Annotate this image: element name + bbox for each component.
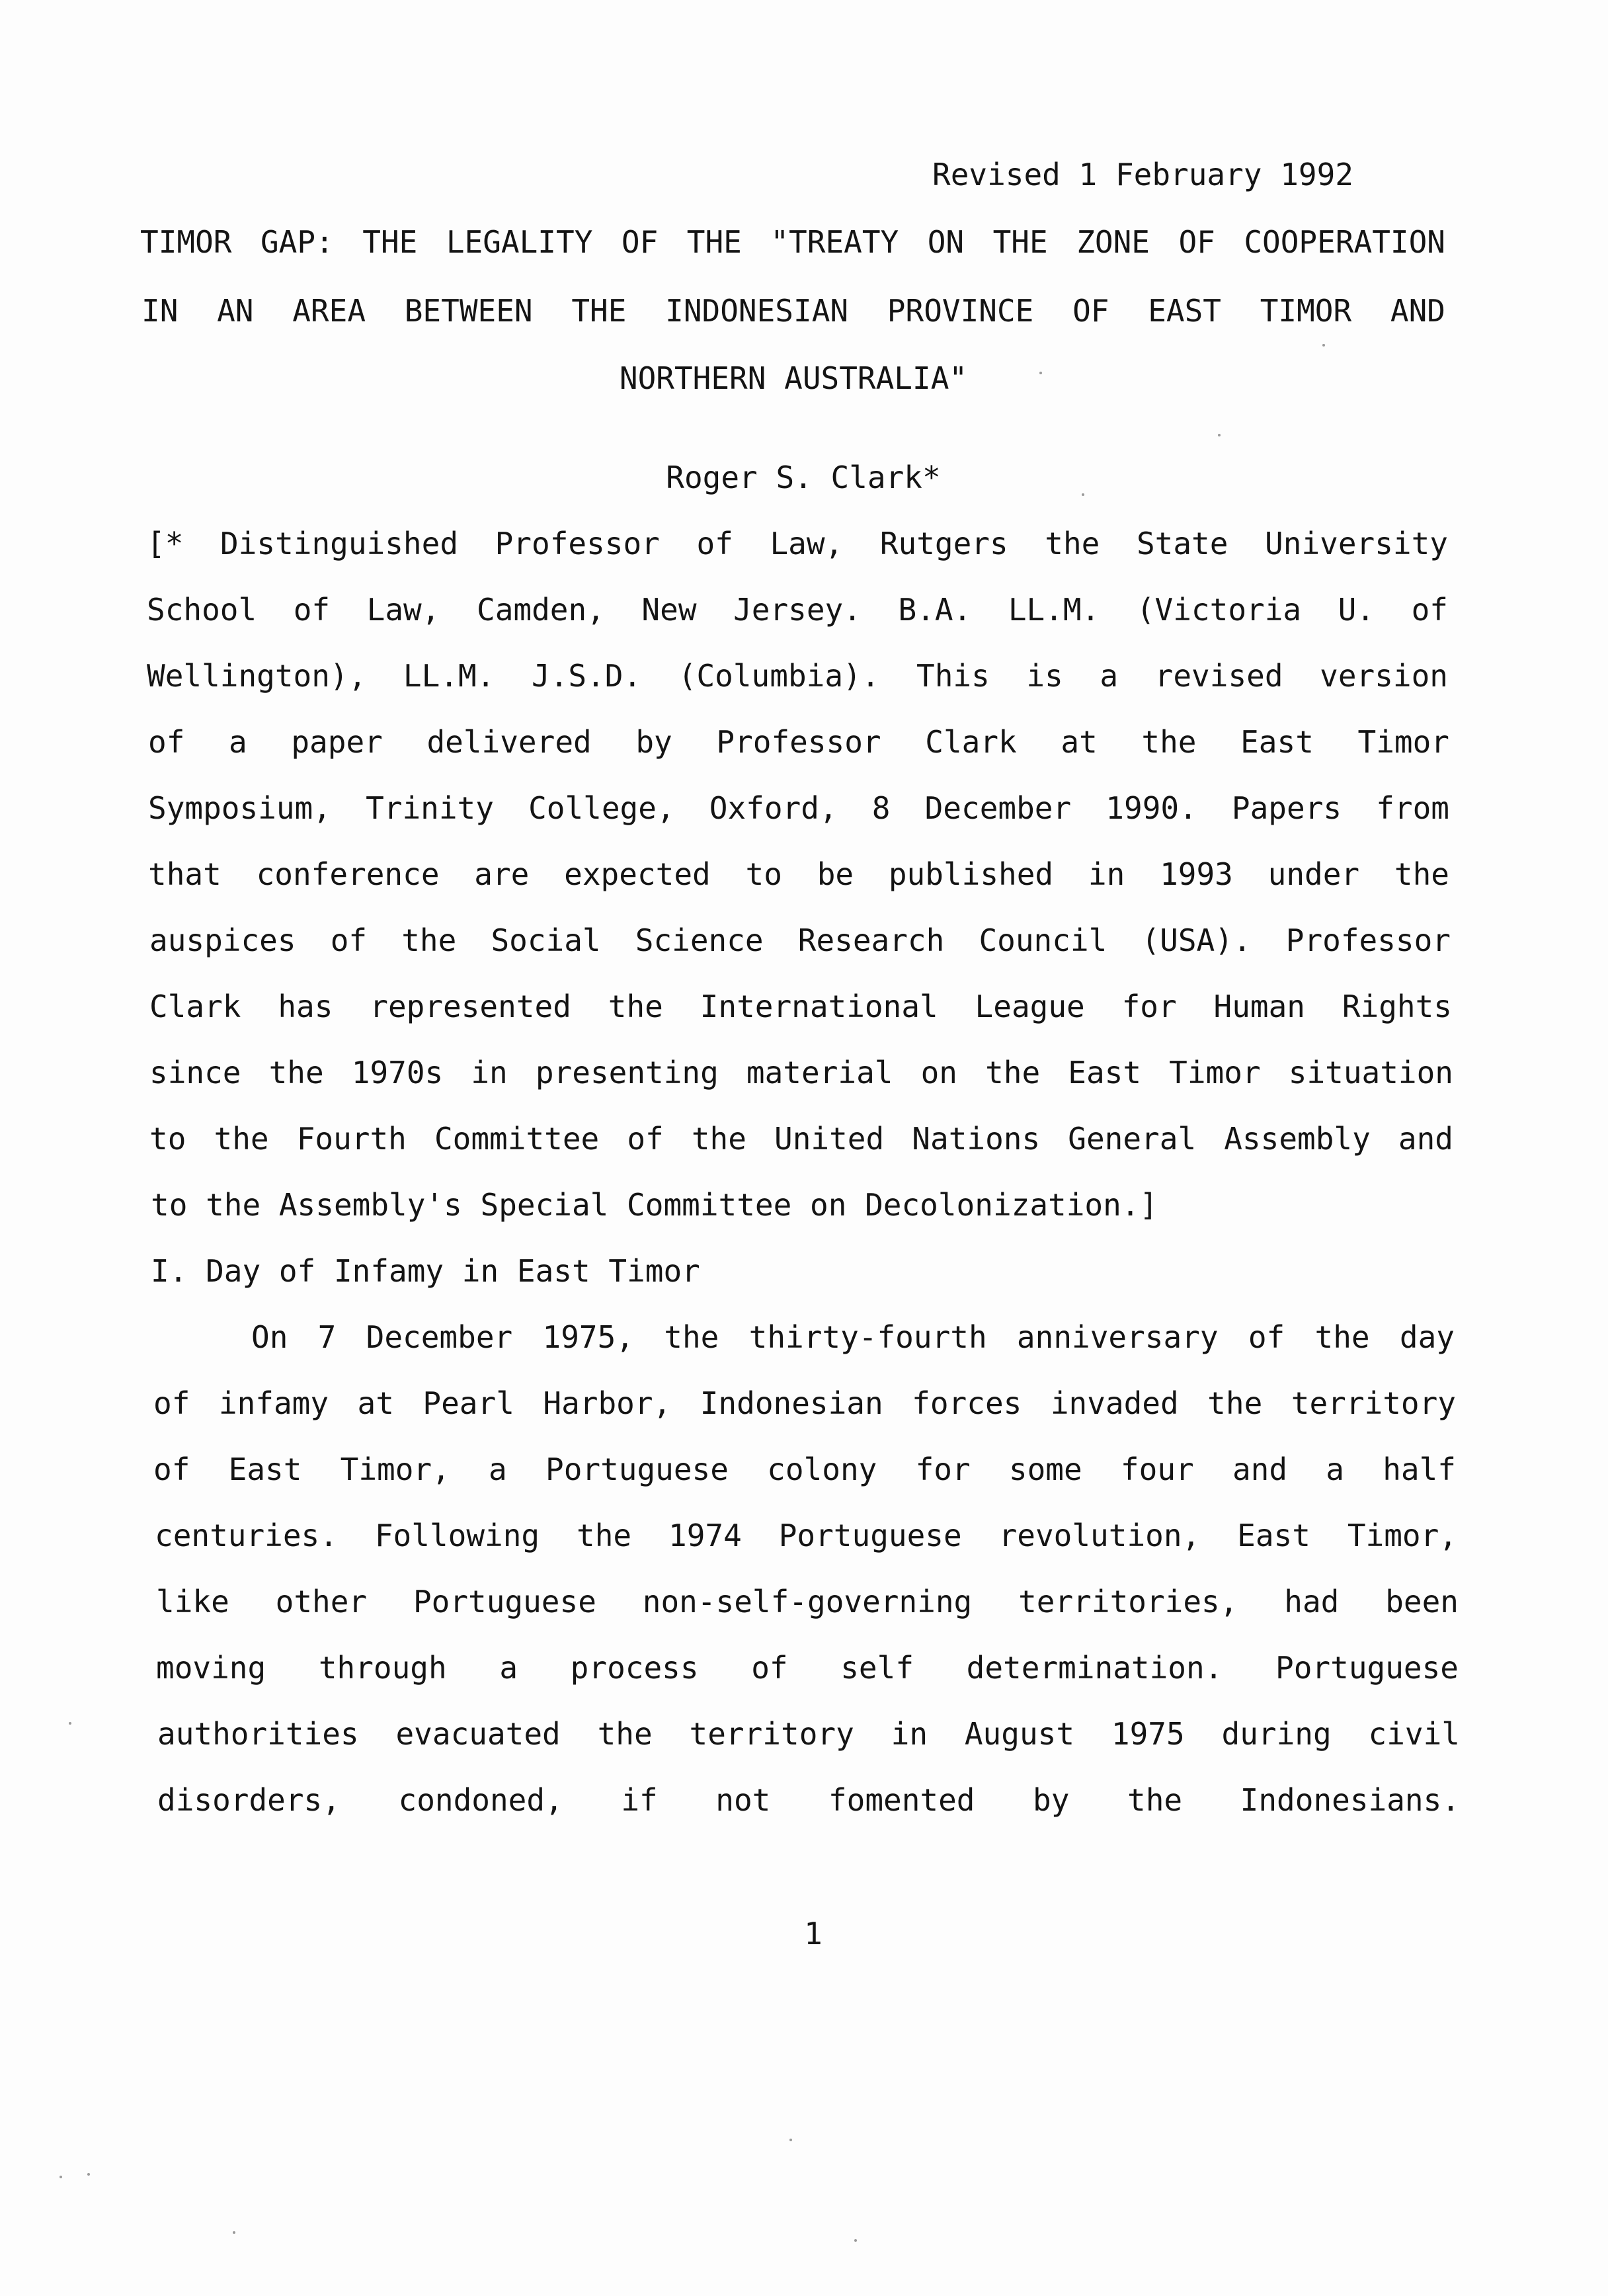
footnote-line: since the 1970s in presenting material on the East Timor situation — [149, 1055, 1453, 1090]
body-line: of East Timor, a Portuguese colony for some four and a half — [153, 1452, 1456, 1487]
body-line: centuries. Following the 1974 Portuguese revolution, East Timor, — [155, 1518, 1457, 1553]
page-number: 1 — [804, 1916, 823, 1951]
section-heading: I. Day of Infamy in East Timor — [151, 1253, 700, 1289]
scan-speck — [1218, 434, 1221, 436]
scan-speck — [1039, 372, 1042, 374]
footnote-line: to the Assembly's Special Committee on Decolonization.] — [151, 1187, 1158, 1223]
scan-speck — [233, 2231, 235, 2234]
title-line-2: IN AN AREA BETWEEN THE INDONESIAN PROVINCE OF EAST TIMOR AND — [141, 293, 1445, 329]
footnote-line: [* Distinguished Professor of Law, Rutgers the State University — [147, 526, 1448, 561]
title-line-1: TIMOR GAP: THE LEGALITY OF THE "TREATY ON THE ZONE OF COOPERATION — [140, 224, 1445, 260]
title-line-3: NORTHERN AUSTRALIA" — [619, 360, 968, 396]
scan-speck — [69, 1722, 71, 1725]
scan-speck — [87, 2173, 90, 2176]
footnote-line: School of Law, Camden, New Jersey. B.A. LL.M. (Victoria U. of — [147, 592, 1448, 628]
revision-date: Revised 1 February 1992 — [932, 157, 1353, 192]
footnote-line: auspices of the Social Science Research Council (USA). Professor — [149, 922, 1451, 958]
footnote-line: of a paper delivered by Professor Clark at the East Timor — [148, 724, 1449, 760]
footnote-line: Wellington), LL.M. J.S.D. (Columbia). This is a revised version — [147, 658, 1448, 694]
footnote-line: that conference are expected to be published in 1993 under the — [148, 856, 1449, 892]
body-line: disorders, condoned, if not fomented by the Indonesians. — [157, 1782, 1460, 1818]
body-line: moving through a process of self determination. Portuguese — [156, 1650, 1459, 1686]
scan-speck — [789, 2139, 792, 2141]
scan-speck — [854, 2239, 857, 2242]
footnote-line: Clark has represented the International League for Human Rights — [149, 989, 1452, 1024]
scan-speck — [1322, 344, 1325, 347]
body-line: On 7 December 1975, the thirty-fourth anniversary of the day — [251, 1319, 1455, 1355]
footnote-line: Symposium, Trinity College, Oxford, 8 December 1990. Papers from — [148, 790, 1449, 826]
footnote-line: to the Fourth Committee of the United Nations General Assembly and — [149, 1121, 1453, 1157]
scan-speck — [60, 2176, 62, 2178]
body-line: of infamy at Pearl Harbor, Indonesian forces invaded the territory — [153, 1385, 1456, 1421]
body-line: authorities evacuated the territory in August 1975 during civil — [157, 1716, 1460, 1752]
scan-speck — [1082, 493, 1084, 496]
body-line: like other Portuguese non-self-governing territories, had been — [156, 1584, 1459, 1620]
author-name: Roger S. Clark* — [666, 460, 941, 495]
